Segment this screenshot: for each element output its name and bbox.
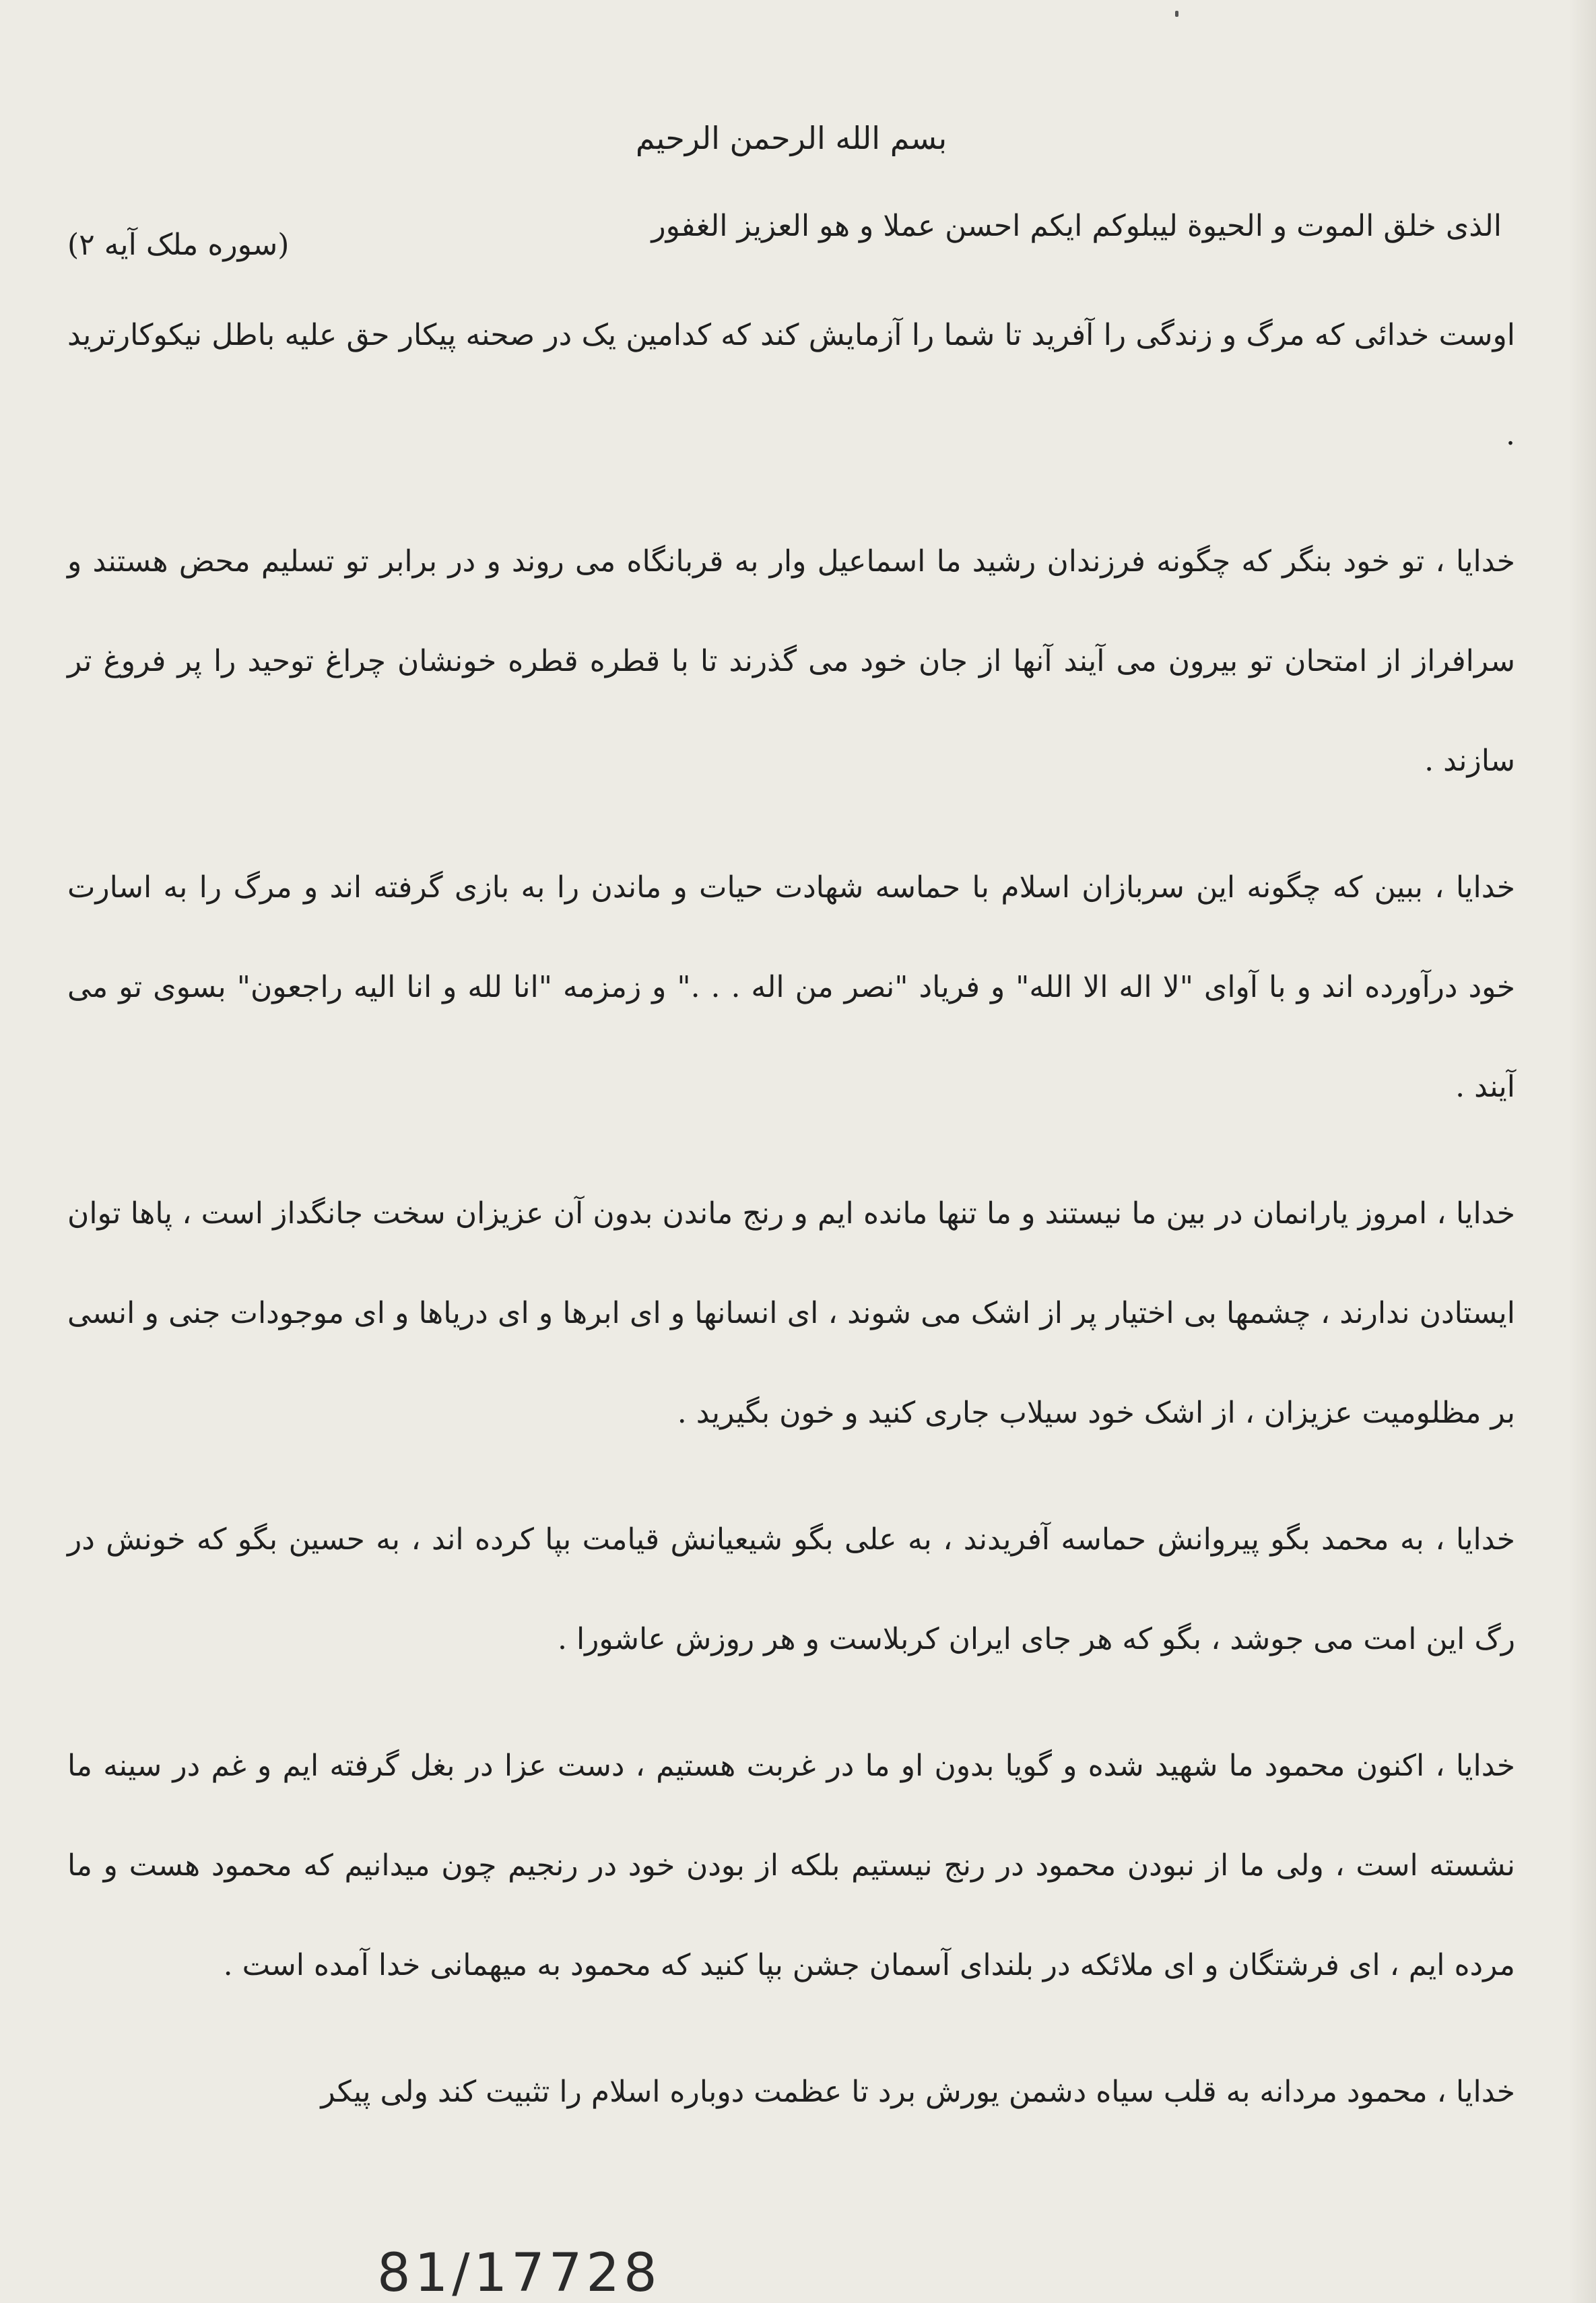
document-body <box>67 115 1515 2169</box>
handwritten-archive-number: 81/17728 <box>377 2243 661 2303</box>
paragraph-5: خدایا ، به محمد بگو پیروانش حماسه آفریدند ، به علی بگو شیعیانش قیامت بپا کرده اند ، به حسین بگو که خونش در رگ این امت می جوشد ، بگو که هر جای ایران کربلاست و هر روزش عاشورا . <box>67 1522 1515 1656</box>
paragraph-2: خدایا ، تو خود بنگر که چگونه فرزندان رشید ما اسماعیل وار به قربانگاه می روند و در برابر تو تسلیم محض هستند و سرافراز از امتحان تو بیرون می آیند آنها از جان خود می گذرند تا با قطره قطره خونشان چراغ توحید را پر فروغ تر سازند . <box>67 544 1515 778</box>
paper-edge-shadow <box>1569 0 1596 2303</box>
document-title: بسم الله الرحمن الرحیم <box>635 120 947 156</box>
quran-verse-text: الذی خلق الموت و الحیوة لیبلوکم ایکم احسن عملا و هو العزیز الغفور <box>651 209 1502 243</box>
ink-speck <box>1175 11 1178 17</box>
quran-verse-reference: (سوره ملک آیه ۲) <box>67 228 290 262</box>
paragraph-6: خدایا ، اکنون محمود ما شهید شده و گویا بدون او ما در غربت هستیم ، دست عزا در بغل گرفته ایم و غم در سینه ما نشسته است ، ولی ما از نبودن محمود در رنج نیستیم بلکه از بودن خود در رنجیم چون میدانیم که محمود هست و ما مرده ایم ، ای فرشتگان و ای ملائکه در بلندای آسمان جشن بپا کنید که محمود به میهمانی خدا آمده است . <box>67 1749 1516 1982</box>
paragraph-7: خدایا ، محمود مردانه به قلب سیاه دشمن یورش برد تا عظمت دوباره اسلام را تثبیت کند ولی پیکر <box>321 2075 1515 2109</box>
paragraph-1: اوست خدائی که مرگ و زندگی را آفرید تا شما را آزمایش کند که کدامین یک در صحنه پیکار حق علیه باطل نیکوکارترید . <box>67 318 1515 452</box>
paragraph-4: خدایا ، امروز یارانمان در بین ما نیستند و ما تنها مانده ایم و رنج ماندن بدون آن عزیزان سخت جانگداز است ، پاها توان ایستادن ندارند ، چشمها بی اختیار پر از اشک می شوند ، ای انسانها و ای ابرها و ای دریاها و ای موجودات جنی و انسی بر مظلومیت عزیزان ، از اشک خود سیلاب جاری کنید و خون بگیرید . <box>67 1196 1515 1430</box>
quran-verse-row <box>67 199 1515 262</box>
paragraph-3: خدایا ، ببین که چگونه این سربازان اسلام با حماسه شهادت حیات و ماندن را به بازی گرفته اند و مرگ را به اسارت خود درآورده اند و با آوای "لا اله الا الله" و فریاد "نصر من اله . . ." و زمزمه "انا لله و انا الیه راجعون" بسوی تو می آیند . <box>67 870 1515 1104</box>
